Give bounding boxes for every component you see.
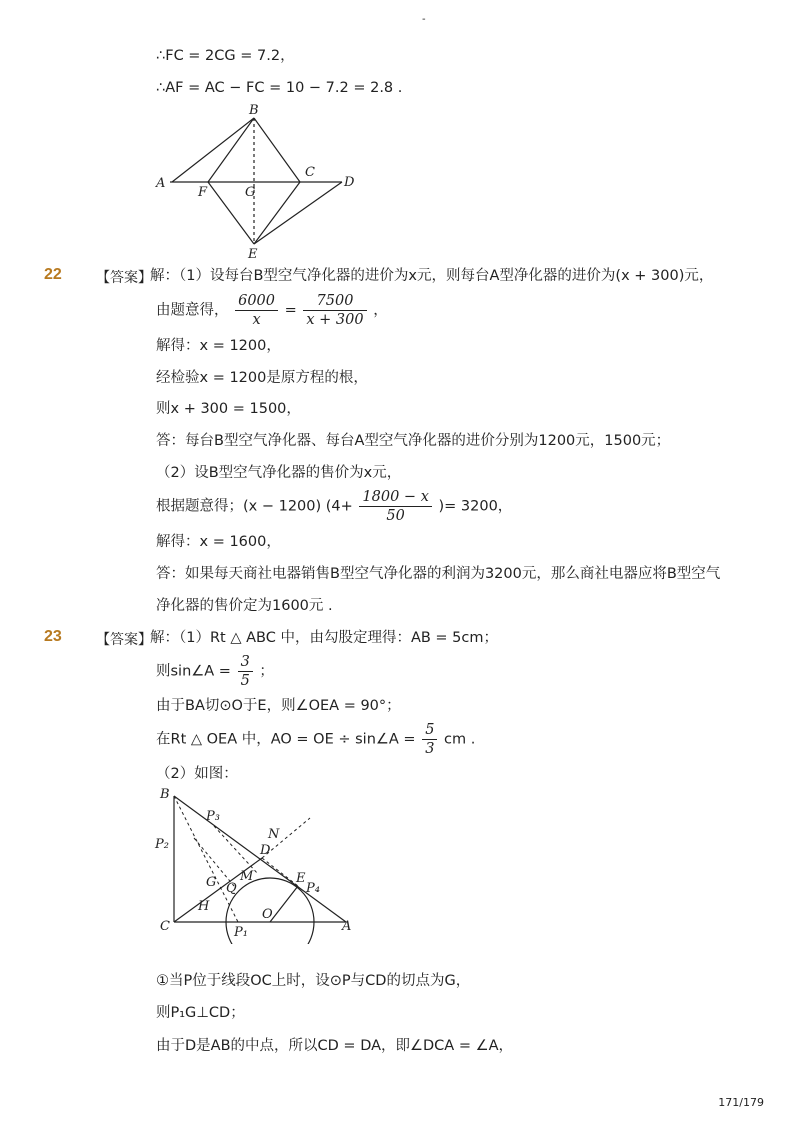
fraction-denominator: 3 xyxy=(425,741,435,757)
fig2-label: Q xyxy=(226,881,237,896)
q22-equation-line: 由题意得， $\frac{6000}{x}$ = $\frac{7500}{x + 300}$ ， xyxy=(156,293,388,328)
fig2-label: O xyxy=(262,907,273,922)
fig2-label: D xyxy=(260,843,271,858)
fraction-denominator: 5 xyxy=(240,673,250,689)
page-number: 171/179 xyxy=(718,1096,764,1109)
fig1-label: B xyxy=(249,103,259,118)
fig2-label: A xyxy=(342,919,352,934)
fig2-label: G xyxy=(206,875,217,890)
q22-line: 解得：x = 1600， xyxy=(156,534,281,550)
q22-line: 则x + 300 = 1500， xyxy=(156,401,301,417)
fig2-label: M xyxy=(240,869,254,884)
fraction-numerator: 1800 − x xyxy=(359,488,431,507)
fig2-label: B xyxy=(160,787,170,802)
fraction-denominator: x xyxy=(252,312,261,328)
fraction-numerator: 7500 xyxy=(303,292,366,311)
figure-rhombus xyxy=(150,100,360,262)
question-number: 23 xyxy=(44,628,62,645)
q23-equation-line: 在Rt △ OEA 中，AO = OE ÷ sin∠A = $\frac{5}{3}$ cm . xyxy=(156,722,476,757)
fig2-label: P₁ xyxy=(234,925,248,940)
fraction-numerator: 6000 xyxy=(235,292,278,311)
answer-tag: 【答案】 xyxy=(96,270,152,286)
fig1-label: D xyxy=(344,175,355,190)
conclusion-af: ∴AF = AC − FC = 10 − 7.2 = 2.8 . xyxy=(156,80,403,96)
q23-line: 由于D是AB的中点，所以CD = DA，即∠DCA = ∠A， xyxy=(156,1038,514,1054)
fig2-label: P₄ xyxy=(306,881,320,896)
q23-line: 解：（1）Rt △ ABC 中，由勾股定理得：AB = 5cm； xyxy=(150,630,499,646)
fraction-numerator: 5 xyxy=(422,721,437,740)
q22-line: 经检验x = 1200是原方程的根， xyxy=(156,370,368,386)
q22-line: 答：每台B型空气净化器、每台A型空气净化器的进价分别为1200元，1500元； xyxy=(156,433,671,449)
q22-line: 解：（1）设每台B型空气净化器的进价为x元，则每台A型净化器的进价为(x + 300)元， xyxy=(150,268,714,284)
fig2-label: P₃ xyxy=(206,809,220,824)
fig2-label: H xyxy=(198,899,210,914)
figure-triangle-circle xyxy=(150,782,360,944)
fig1-label: E xyxy=(248,247,258,262)
question-number: 22 xyxy=(44,266,62,283)
fig2-label: N xyxy=(268,827,280,842)
fraction-numerator: 3 xyxy=(238,653,253,672)
q23-line: （2）如图： xyxy=(156,766,238,782)
fig2-label: P₂ xyxy=(155,837,169,852)
q23-equation-line: 则sin∠A = $\frac{3}{5}$ ； xyxy=(156,654,274,689)
fraction-denominator: x + 300 xyxy=(306,312,364,328)
q22-equation-line: 根据题意得；(x − 1200) (4+ $\frac{1800 - x}{50}$ )= 3200， xyxy=(156,489,513,524)
q23-line: 由于BA切⊙O于E，则∠OEA = 90°； xyxy=(156,698,401,714)
fig2-label: E xyxy=(296,871,306,886)
q23-line: ①当P位于线段OC上时，设⊙P与CD的切点为G， xyxy=(156,973,471,989)
q22-line: 解得：x = 1200， xyxy=(156,338,281,354)
header-mark: - xyxy=(422,14,426,25)
q22-line: （2）设B型空气净化器的售价为x元， xyxy=(156,465,402,481)
conclusion-fc: ∴FC = 2CG = 7.2， xyxy=(156,48,295,64)
fig1-label: F xyxy=(198,185,208,200)
fig1-label: G xyxy=(245,185,256,200)
fraction-denominator: 50 xyxy=(386,508,405,524)
q22-line: 答：如果每天商社电器销售B型空气净化器的利润为3200元，那么商社电器应将B型空气 xyxy=(156,566,721,582)
fig1-label: C xyxy=(305,165,315,180)
fig1-label: A xyxy=(156,176,166,191)
q23-line: 则P₁G⊥CD； xyxy=(156,1005,245,1021)
answer-tag: 【答案】 xyxy=(96,632,152,648)
q22-line: 净化器的售价定为1600元 . xyxy=(156,598,333,614)
fig2-label: C xyxy=(160,919,170,934)
